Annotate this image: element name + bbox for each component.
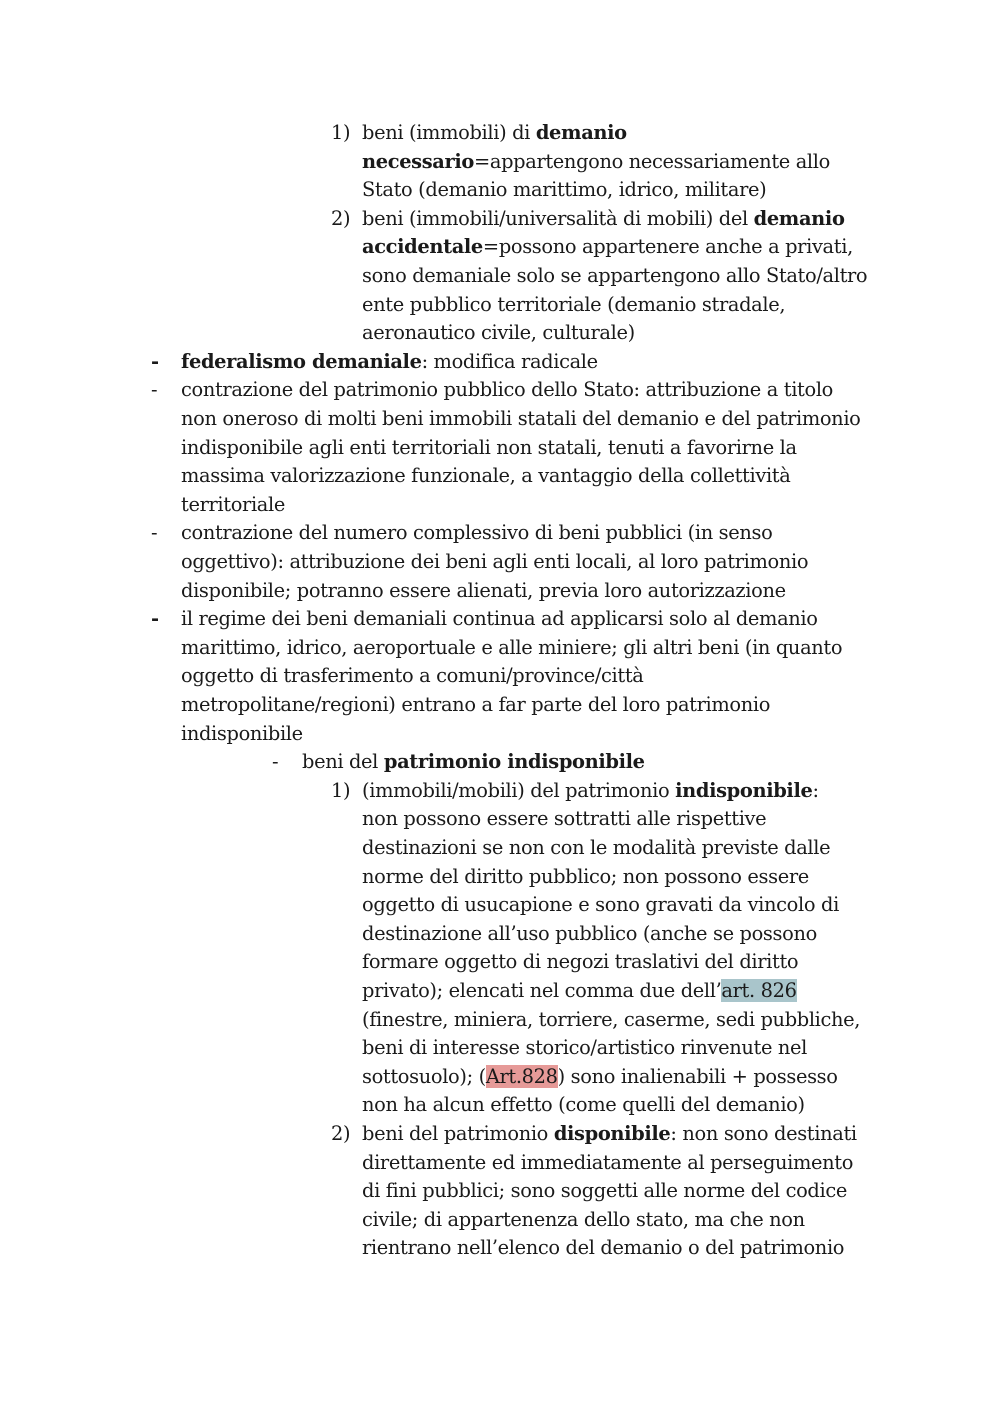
text-run: direttamente ed immediatamente al perseguimento — [362, 1150, 854, 1174]
text-line — [0, 1206, 1000, 1235]
text-run: : — [812, 778, 819, 802]
text-run: norme del diritto pubblico; non possono essere — [362, 864, 809, 888]
line-text — [362, 148, 830, 177]
text-run: non possono essere sottratti alle rispettive — [362, 807, 767, 831]
text-run: oggetto di usucapione e sono gravati da vincolo di — [362, 893, 839, 917]
line-text — [181, 548, 808, 577]
highlighted-reference: art. 826 — [721, 979, 797, 1002]
line-text — [362, 1034, 807, 1063]
text-line — [0, 119, 1000, 148]
line-text — [362, 1149, 853, 1178]
text-run: beni del — [302, 750, 384, 774]
text-line — [0, 863, 1000, 892]
text-line — [0, 720, 1000, 749]
list-number: 1) — [331, 778, 351, 802]
text-line — [0, 519, 1000, 548]
text-line — [0, 491, 1000, 520]
text-run: non ha alcun effetto (come quelli del demanio) — [362, 1093, 805, 1117]
line-text — [302, 748, 645, 777]
line-text — [362, 1120, 857, 1149]
text-run: Stato (demanio marittimo, idrico, militare) — [362, 178, 767, 202]
line-text — [362, 291, 785, 320]
text-run: : modifica radicale — [421, 349, 598, 373]
line-text — [181, 462, 790, 491]
line-text — [362, 948, 798, 977]
line-text — [181, 434, 797, 463]
line-text — [362, 977, 797, 1006]
line-text — [362, 834, 830, 863]
text-line — [0, 1120, 1000, 1149]
text-line — [0, 1091, 1000, 1120]
text-line — [0, 577, 1000, 606]
line-text — [362, 1091, 805, 1120]
text-line — [0, 834, 1000, 863]
text-line — [0, 376, 1000, 405]
line-text — [362, 805, 766, 834]
text-run: formare oggetto di negozi traslativi del diritto — [362, 950, 799, 974]
line-text — [362, 1206, 805, 1235]
line-text — [362, 1177, 847, 1206]
text-run: rientrano nell’elenco del demanio o del patrimonio — [362, 1236, 845, 1260]
text-line — [0, 1149, 1000, 1178]
text-run: beni (immobili/universalità di mobili) del — [362, 206, 754, 230]
line-text — [181, 491, 285, 520]
line-text — [362, 777, 819, 806]
text-line — [0, 662, 1000, 691]
text-line — [0, 405, 1000, 434]
line-text — [181, 720, 303, 749]
text-run: territoriale — [181, 492, 285, 516]
text-line — [0, 548, 1000, 577]
highlighted-reference: Art.828 — [485, 1064, 558, 1088]
line-text — [362, 1234, 844, 1263]
text-run: =possono appartenere anche a privati, — [482, 235, 853, 259]
line-text — [181, 634, 842, 663]
bullet-dash: - — [272, 750, 279, 774]
text-run: contrazione del numero complessivo di beni pubblici (in senso — [181, 521, 773, 545]
text-run: privato); elencati nel comma due dell’ — [362, 979, 722, 1002]
line-text — [362, 920, 817, 949]
text-line — [0, 977, 1000, 1006]
bullet-dash: - — [151, 521, 158, 545]
text-line — [0, 233, 1000, 262]
text-run: (immobili/mobili) del patrimonio — [362, 778, 676, 802]
text-run: oggettivo): attribuzione dei beni agli enti locali, al loro patrimonio — [181, 550, 809, 573]
line-text — [181, 519, 772, 548]
text-line — [0, 205, 1000, 234]
text-run: indisponibile agli enti territoriali non statali, tenuti a favorirne la — [181, 435, 797, 459]
line-text — [362, 119, 627, 148]
text-line — [0, 291, 1000, 320]
text-run: disponibile; potranno essere alienati, previa loro autorizzazione — [181, 578, 786, 602]
text-run: =appartengono necessariamente allo — [474, 149, 830, 173]
text-line — [0, 1034, 1000, 1063]
line-text — [362, 319, 635, 348]
line-text — [181, 577, 786, 606]
line-text — [181, 405, 861, 434]
bold-term: demanio — [753, 206, 845, 230]
bold-term: disponibile — [553, 1122, 671, 1145]
line-text — [181, 605, 818, 634]
text-line — [0, 462, 1000, 491]
text-line — [0, 805, 1000, 834]
text-line — [0, 605, 1000, 634]
bold-term: patrimonio indisponibile — [383, 750, 645, 774]
text-run: beni (immobili) di — [362, 121, 536, 144]
text-line — [0, 1234, 1000, 1263]
text-run: marittimo, idrico, aeroportuale e alle miniere; gli altri beni (in quanto — [181, 635, 843, 659]
line-text — [362, 891, 839, 920]
list-number: 1) — [331, 121, 351, 144]
text-run: il regime dei beni demaniali continua ad applicarsi solo al demanio — [181, 607, 818, 631]
text-line — [0, 262, 1000, 291]
text-line — [0, 148, 1000, 177]
text-line — [0, 176, 1000, 205]
text-line — [0, 348, 1000, 377]
text-run: contrazione del patrimonio pubblico dello Stato: attribuzione a titolo — [181, 378, 833, 402]
text-run: indisponibile — [181, 721, 303, 745]
line-text — [181, 662, 643, 691]
text-run: beni di interesse storico/artistico rinvenute nel — [362, 1036, 807, 1060]
text-run: civile; di appartenenza dello stato, ma che non — [362, 1207, 805, 1231]
line-text — [362, 1063, 838, 1092]
text-line — [0, 891, 1000, 920]
line-text — [181, 376, 833, 405]
line-text — [181, 691, 770, 720]
line-text — [362, 1006, 860, 1035]
text-line — [0, 777, 1000, 806]
bold-term: demanio — [535, 121, 627, 144]
text-run: : non sono destinati — [670, 1122, 857, 1145]
text-line — [0, 1006, 1000, 1035]
text-run: destinazioni se non con le modalità previste dalle — [362, 836, 831, 859]
text-line — [0, 1063, 1000, 1092]
text-run: sono demaniale solo se appartengono allo Stato/altro — [362, 264, 868, 287]
text-run: ente pubblico territoriale (demanio stradale, — [362, 292, 786, 316]
line-text — [362, 176, 766, 205]
bold-term: accidentale — [362, 235, 483, 259]
bold-term: necessario — [362, 149, 474, 173]
text-run: massima valorizzazione funzionale, a vantaggio della collettività — [181, 464, 791, 488]
text-run: metropolitane/regioni) entrano a far parte del loro patrimonio — [181, 693, 771, 716]
text-line — [0, 691, 1000, 720]
text-line — [0, 948, 1000, 977]
text-line — [0, 920, 1000, 949]
text-run: aeronautico civile, culturale) — [362, 321, 635, 345]
bullet-dash: - — [151, 607, 159, 631]
line-text — [362, 863, 809, 892]
line-text — [362, 233, 853, 262]
text-run: di fini pubblici; sono soggetti alle norme del codice — [362, 1179, 847, 1203]
text-run: sottosuolo); ( — [362, 1064, 486, 1088]
bullet-dash: - — [151, 349, 159, 373]
list-number: 2) — [331, 1122, 351, 1145]
line-text — [181, 348, 598, 377]
text-run: ) sono inalienabili + possesso — [557, 1064, 838, 1088]
text-run: oggetto di trasferimento a comuni/province/città — [181, 664, 644, 688]
text-run: beni del patrimonio — [362, 1122, 554, 1145]
bold-term: indisponibile — [675, 778, 813, 802]
line-text — [362, 205, 845, 234]
bold-term: federalismo demaniale — [181, 349, 422, 373]
text-line — [0, 634, 1000, 663]
text-line — [0, 434, 1000, 463]
line-text — [362, 262, 867, 291]
text-line — [0, 1177, 1000, 1206]
list-number: 2) — [331, 206, 351, 230]
text-line — [0, 319, 1000, 348]
bullet-dash: - — [151, 378, 158, 402]
text-run: non oneroso di molti beni immobili statali del demanio e del patrimonio — [181, 407, 861, 430]
text-run: destinazione all’uso pubblico (anche se possono — [362, 921, 817, 945]
text-line — [0, 748, 1000, 777]
text-run: (finestre, miniera, torriere, caserme, sedi pubbliche, — [362, 1007, 861, 1031]
